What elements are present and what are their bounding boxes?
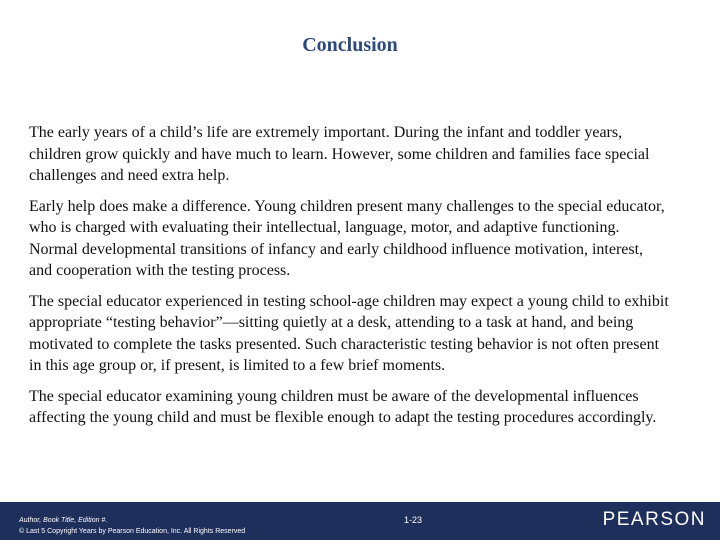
paragraph-4: The special educator examining young children must be aware of the developmental influences affecting the young child and must be flexible enough to adapt the testing procedures accordingly.	[29, 387, 657, 426]
paragraph-3: The special educator experienced in testing school-age children may expect a young child to exhibit appropriate “testing behavior”—sitting quietly at a desk, attending to a task at hand, and being motivated to complete the tasks presented. Such characteristic testing behavior is not often present in this age group or, if present, is limited to a few brief moments.	[29, 292, 669, 374]
slide-title: Conclusion	[302, 34, 398, 56]
slide-content	[29, 122, 669, 438]
paragraph-2: Early help does make a difference. Young children present many challenges to the special educator, who is charged with evaluating their intellectual, language, motor, and adaptive functioning. Normal developmental transitions of infancy and early childhood influence motivation, interest, and cooperation with the testing process.	[29, 197, 665, 279]
footer-author-line: Author, Book Title, Edition #.	[19, 517, 108, 524]
paragraph-1: The early years of a child’s life are extremely important. During the infant and toddler years, children grow quickly and have much to learn. However, some children and families face special challenges and need extra help.	[29, 124, 650, 184]
page-number: 1-23	[403, 515, 422, 525]
footer-bar	[0, 502, 720, 540]
pearson-logo: PEARSON	[602, 509, 706, 530]
footer-copyright-line: © Last 5 Copyright Years by Pearson Education, Inc. All Rights Reserved	[19, 528, 246, 535]
footer-credits	[19, 515, 245, 537]
